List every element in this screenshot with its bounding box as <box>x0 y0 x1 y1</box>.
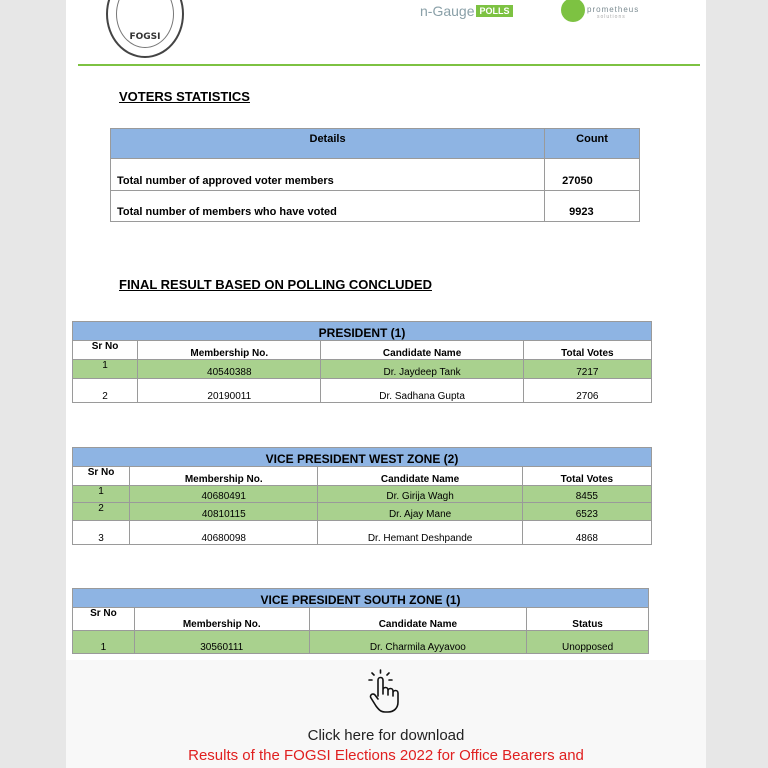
table-caption-row <box>73 589 649 608</box>
candidate-cell: Dr. Jaydeep Tank <box>321 360 523 379</box>
col-membership: Membership No. <box>130 467 318 486</box>
stat-count: 27050 <box>545 159 640 191</box>
final-result-title: FINAL RESULT BASED ON POLLING CONCLUDED <box>119 277 432 292</box>
sr-cell: 1 <box>73 360 138 379</box>
col-status: Status <box>527 608 649 631</box>
download-prompt[interactable]: Click here for download <box>307 727 465 744</box>
table-row <box>111 159 640 191</box>
membership-cell: 30560111 <box>134 631 309 654</box>
prometheus-text: prometheus <box>587 5 640 14</box>
votes-cell: 8455 <box>522 486 651 503</box>
voters-statistics-title: VOTERS STATISTICS <box>119 89 250 104</box>
membership-cell: 40680098 <box>130 521 318 545</box>
candidate-cell: Dr. Ajay Mane <box>318 503 522 521</box>
candidate-cell: Dr. Hemant Deshpande <box>318 521 522 545</box>
header-divider <box>78 64 700 66</box>
table-header-row <box>73 341 652 360</box>
sr-cell: 2 <box>73 503 130 521</box>
stat-count: 9923 <box>545 191 640 222</box>
table-row <box>73 486 652 503</box>
votes-cell: 6523 <box>522 503 651 521</box>
sr-cell: 3 <box>73 521 130 545</box>
col-candidate: Candidate Name <box>309 608 527 631</box>
col-sr-no: Sr No <box>73 341 138 360</box>
table-row <box>111 191 640 222</box>
candidate-cell: Dr. Sadhana Gupta <box>321 379 523 403</box>
page-header <box>66 0 706 66</box>
table-row <box>73 360 652 379</box>
fogsi-seal-logo <box>106 0 184 58</box>
col-membership: Membership No. <box>138 341 321 360</box>
polls-badge: POLLS <box>476 5 512 17</box>
sr-cell: 2 <box>73 379 138 403</box>
votes-cell: 7217 <box>523 360 651 379</box>
seal-text: FOGSI <box>129 32 161 42</box>
col-votes: Total Votes <box>523 341 651 360</box>
col-details: Details <box>111 129 545 159</box>
candidate-cell: Dr. Charmila Ayyavoo <box>309 631 527 654</box>
table-row <box>73 379 652 403</box>
president-caption: PRESIDENT (1) <box>73 322 652 341</box>
table-header-row <box>73 608 649 631</box>
col-membership: Membership No. <box>134 608 309 631</box>
prometheus-subtext: solutions <box>597 14 626 20</box>
col-candidate: Candidate Name <box>318 467 522 486</box>
vp-west-table <box>72 447 652 545</box>
col-votes: Total Votes <box>522 467 651 486</box>
votes-cell: 2706 <box>523 379 651 403</box>
stat-label: Total number of members who have voted <box>111 191 545 222</box>
col-candidate: Candidate Name <box>321 341 523 360</box>
col-sr-no: Sr No <box>73 608 135 631</box>
col-sr-no: Sr No <box>73 467 130 486</box>
col-count: Count <box>545 129 640 159</box>
sr-cell: 1 <box>73 631 135 654</box>
membership-cell: 40540388 <box>138 360 321 379</box>
status-cell: Unopposed <box>527 631 649 654</box>
candidate-cell: Dr. Girija Wagh <box>318 486 522 503</box>
download-panel[interactable] <box>66 660 706 768</box>
table-row <box>73 631 649 654</box>
sr-cell: 1 <box>73 486 130 503</box>
vp-south-caption: VICE PRESIDENT SOUTH ZONE (1) <box>73 589 649 608</box>
pointer-hand-icon[interactable] <box>364 668 404 721</box>
prometheus-circle-icon <box>561 0 585 22</box>
table-header-row <box>73 467 652 486</box>
voters-statistics-table <box>110 128 640 222</box>
table-caption-row <box>73 448 652 467</box>
table-header-row <box>111 129 640 159</box>
membership-cell: 40810115 <box>130 503 318 521</box>
ngauge-text: n-Gauge <box>420 3 475 19</box>
votes-cell: 4868 <box>522 521 651 545</box>
document-page <box>66 0 706 768</box>
membership-cell: 40680491 <box>130 486 318 503</box>
vp-south-table <box>72 588 649 654</box>
download-link[interactable]: Results of the FOGSI Elections 2022 for Office Bearers and <box>188 747 584 764</box>
table-row <box>73 503 652 521</box>
president-table <box>72 321 652 403</box>
table-caption-row <box>73 322 652 341</box>
stat-label: Total number of approved voter members <box>111 159 545 191</box>
vp-west-caption: VICE PRESIDENT WEST ZONE (2) <box>73 448 652 467</box>
table-row <box>73 521 652 545</box>
membership-cell: 20190011 <box>138 379 321 403</box>
ngauge-logo <box>420 3 513 19</box>
